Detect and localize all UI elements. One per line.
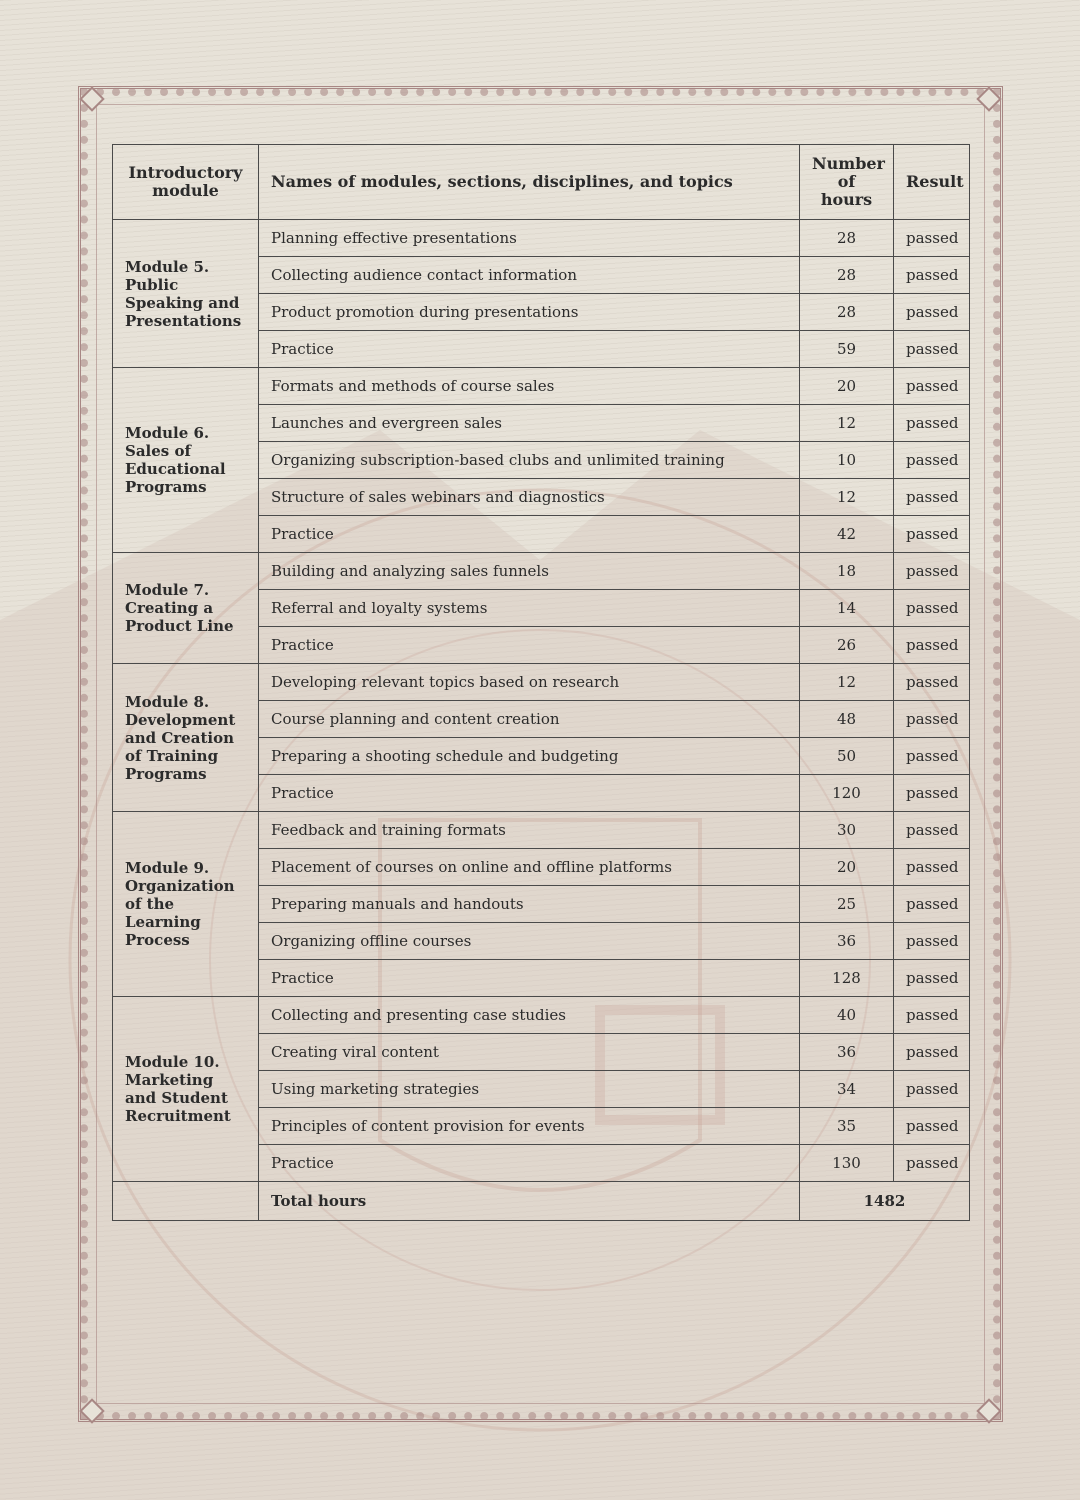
topic-cell: Formats and methods of course sales <box>259 368 800 405</box>
topic-cell: Preparing a shooting schedule and budgeting <box>259 738 800 775</box>
hours-cell: 34 <box>800 1071 894 1108</box>
result-cell: passed <box>894 294 970 331</box>
module-name: Module 10. Marketing and Student Recruitment <box>113 997 259 1182</box>
hours-cell: 36 <box>800 1034 894 1071</box>
module-name: Module 9. Organization of the Learning Process <box>113 812 259 997</box>
module-name: Module 7. Creating a Product Line <box>113 553 259 664</box>
result-cell: passed <box>894 331 970 368</box>
header-hours: Number of hours <box>800 145 894 220</box>
hours-cell: 18 <box>800 553 894 590</box>
result-cell: passed <box>894 1145 970 1182</box>
header-topic: Names of modules, sections, disciplines, and topics <box>259 145 800 220</box>
hours-cell: 50 <box>800 738 894 775</box>
topic-cell: Practice <box>259 1145 800 1182</box>
topic-cell: Practice <box>259 331 800 368</box>
hours-cell: 128 <box>800 960 894 997</box>
hours-cell: 35 <box>800 1108 894 1145</box>
topic-cell: Launches and evergreen sales <box>259 405 800 442</box>
module-name: Module 6. Sales of Educational Programs <box>113 368 259 553</box>
hours-cell: 10 <box>800 442 894 479</box>
result-cell: passed <box>894 516 970 553</box>
result-cell: passed <box>894 627 970 664</box>
module-name: Module 5. Public Speaking and Presentations <box>113 220 259 368</box>
topic-cell: Practice <box>259 627 800 664</box>
result-cell: passed <box>894 590 970 627</box>
topic-cell: Building and analyzing sales funnels <box>259 553 800 590</box>
hours-cell: 26 <box>800 627 894 664</box>
topic-cell: Organizing offline courses <box>259 923 800 960</box>
result-cell: passed <box>894 257 970 294</box>
table-row <box>113 553 970 590</box>
hours-cell: 12 <box>800 479 894 516</box>
result-cell: passed <box>894 1071 970 1108</box>
hours-cell: 20 <box>800 849 894 886</box>
result-cell: passed <box>894 775 970 812</box>
module-name: Module 8. Development and Creation of Training Programs <box>113 664 259 812</box>
topic-cell: Product promotion during presentations <box>259 294 800 331</box>
result-cell: passed <box>894 738 970 775</box>
hours-cell: 28 <box>800 294 894 331</box>
hours-cell: 59 <box>800 331 894 368</box>
result-cell: passed <box>894 701 970 738</box>
hours-cell: 14 <box>800 590 894 627</box>
topic-cell: Referral and loyalty systems <box>259 590 800 627</box>
hours-cell: 12 <box>800 664 894 701</box>
result-cell: passed <box>894 442 970 479</box>
hours-cell: 42 <box>800 516 894 553</box>
result-cell: passed <box>894 960 970 997</box>
topic-cell: Planning effective presentations <box>259 220 800 257</box>
hours-cell: 30 <box>800 812 894 849</box>
topic-cell: Collecting and presenting case studies <box>259 997 800 1034</box>
topic-cell: Structure of sales webinars and diagnostics <box>259 479 800 516</box>
topic-cell: Placement of courses on online and offline platforms <box>259 849 800 886</box>
topic-cell: Developing relevant topics based on research <box>259 664 800 701</box>
curriculum-table <box>112 144 970 1221</box>
topic-cell: Feedback and training formats <box>259 812 800 849</box>
header-result: Result <box>894 145 970 220</box>
result-cell: passed <box>894 405 970 442</box>
result-cell: passed <box>894 1108 970 1145</box>
hours-cell: 36 <box>800 923 894 960</box>
hours-cell: 25 <box>800 886 894 923</box>
header-module: Introductory module <box>113 145 259 220</box>
table-row <box>113 368 970 405</box>
table-body <box>113 220 970 1182</box>
result-cell: passed <box>894 664 970 701</box>
result-cell: passed <box>894 812 970 849</box>
hours-cell: 48 <box>800 701 894 738</box>
hours-cell: 12 <box>800 405 894 442</box>
hours-cell: 20 <box>800 368 894 405</box>
topic-cell: Using marketing strategies <box>259 1071 800 1108</box>
result-cell: passed <box>894 553 970 590</box>
hours-cell: 28 <box>800 220 894 257</box>
hours-cell: 120 <box>800 775 894 812</box>
result-cell: passed <box>894 849 970 886</box>
table-row <box>113 220 970 257</box>
result-cell: passed <box>894 1034 970 1071</box>
result-cell: passed <box>894 886 970 923</box>
total-value: 1482 <box>800 1182 970 1221</box>
total-row <box>113 1182 970 1221</box>
topic-cell: Course planning and content creation <box>259 701 800 738</box>
topic-cell: Creating viral content <box>259 1034 800 1071</box>
table-row <box>113 812 970 849</box>
result-cell: passed <box>894 923 970 960</box>
total-label: Total hours <box>259 1182 800 1221</box>
topic-cell: Principles of content provision for events <box>259 1108 800 1145</box>
topic-cell: Collecting audience contact information <box>259 257 800 294</box>
result-cell: passed <box>894 997 970 1034</box>
hours-cell: 130 <box>800 1145 894 1182</box>
result-cell: passed <box>894 479 970 516</box>
total-spacer-cell <box>113 1182 259 1221</box>
topic-cell: Organizing subscription-based clubs and unlimited training <box>259 442 800 479</box>
table-row <box>113 997 970 1034</box>
hours-cell: 40 <box>800 997 894 1034</box>
result-cell: passed <box>894 368 970 405</box>
topic-cell: Practice <box>259 960 800 997</box>
hours-cell: 28 <box>800 257 894 294</box>
result-cell: passed <box>894 220 970 257</box>
topic-cell: Preparing manuals and handouts <box>259 886 800 923</box>
table-header-row <box>113 145 970 220</box>
table-row <box>113 664 970 701</box>
topic-cell: Practice <box>259 516 800 553</box>
topic-cell: Practice <box>259 775 800 812</box>
